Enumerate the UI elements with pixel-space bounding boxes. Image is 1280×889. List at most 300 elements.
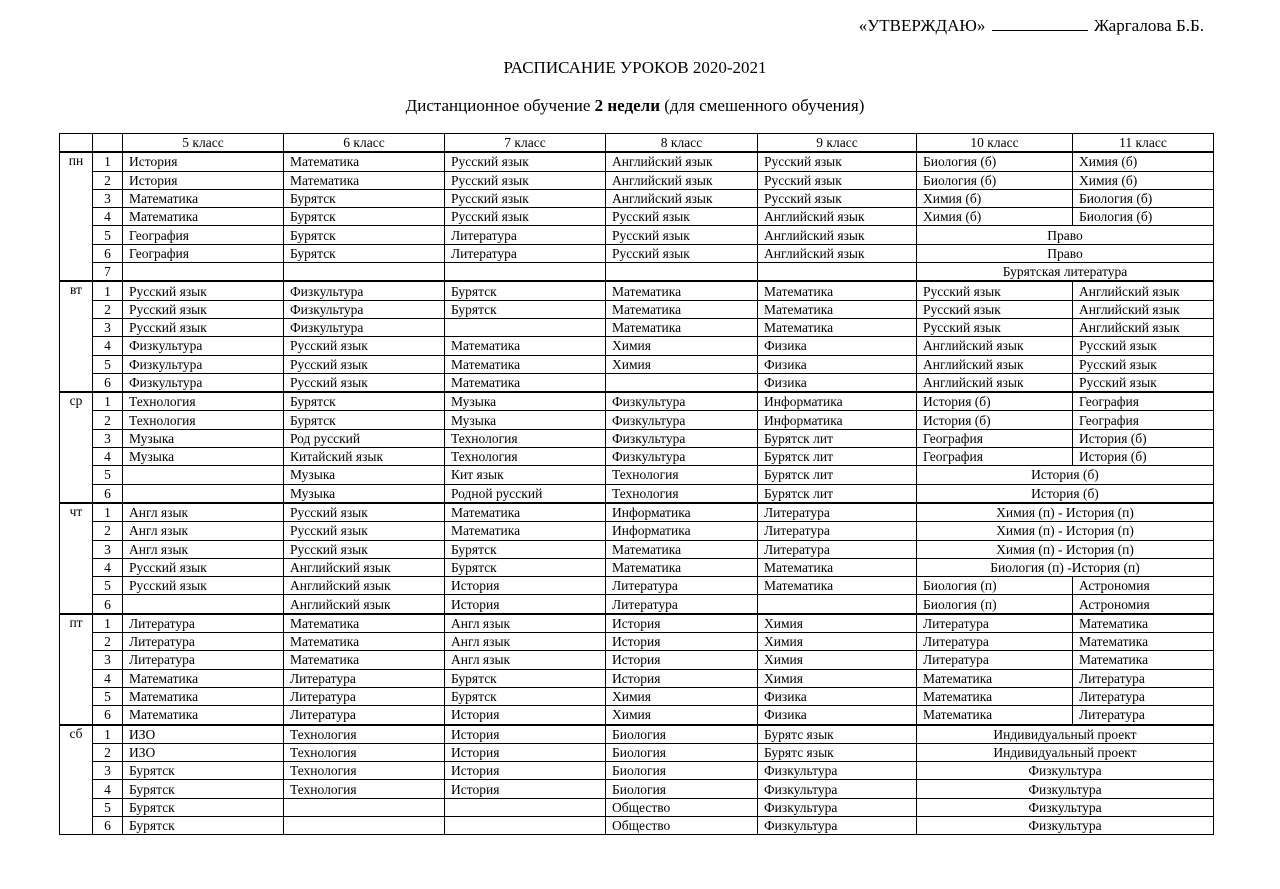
lesson-cell: Физкультура [284, 281, 445, 300]
lesson-cell: Музыка [123, 429, 284, 447]
lesson-cell: Бурятск [445, 540, 606, 558]
lesson-cell [284, 798, 445, 816]
lesson-cell: География [1073, 392, 1214, 411]
lesson-cell: Русский язык [123, 577, 284, 595]
header-row [60, 134, 1214, 153]
lesson-cell: География [123, 226, 284, 244]
lesson-cell: Физкультура [123, 373, 284, 392]
lesson-cell: Математика [123, 669, 284, 687]
lesson-row [60, 226, 1214, 244]
lesson-cell: Информатика [606, 522, 758, 540]
lesson-cell: История (б) [1073, 429, 1214, 447]
lesson-row [60, 706, 1214, 725]
lesson-cell: Химия (б) [917, 189, 1073, 207]
lesson-cell: География [1073, 411, 1214, 429]
lesson-cell: Русский язык [123, 281, 284, 300]
lesson-row [60, 244, 1214, 262]
lesson-cell: Родной русский [445, 484, 606, 503]
header-day-cell [60, 134, 93, 153]
lesson-cell: Физика [758, 337, 917, 355]
lesson-number: 2 [93, 633, 123, 651]
lesson-cell: Английский язык [606, 189, 758, 207]
lesson-cell: Литература [445, 226, 606, 244]
lesson-cell: История [445, 743, 606, 761]
lesson-number: 5 [93, 687, 123, 705]
approval-signer: Жаргалова Б.Б. [1093, 16, 1204, 35]
subtitle-prefix: Дистанционное обучение [405, 96, 595, 115]
lesson-cell: История (б) [1073, 448, 1214, 466]
lesson-cell: Русский язык [606, 226, 758, 244]
day-label: чт [60, 503, 93, 614]
merged-lesson-cell: Химия (п) - История (п) [917, 503, 1214, 522]
lesson-cell: Бурятск [284, 189, 445, 207]
lesson-cell: Биология (б) [917, 152, 1073, 171]
lesson-cell: Физкультура [123, 337, 284, 355]
lesson-cell: Физкультура [284, 300, 445, 318]
lesson-row [60, 484, 1214, 503]
lesson-cell: Русский язык [123, 300, 284, 318]
lesson-cell: Физкультура [284, 318, 445, 336]
lesson-cell: Физика [758, 687, 917, 705]
lesson-cell: Английский язык [284, 558, 445, 576]
lesson-cell: Математика [917, 687, 1073, 705]
lesson-cell: Биология [606, 725, 758, 744]
lesson-number: 5 [93, 226, 123, 244]
lesson-cell: Математика [606, 318, 758, 336]
lesson-cell: Технология [606, 466, 758, 484]
lesson-cell: Бурятск [123, 780, 284, 798]
lesson-cell: История [606, 633, 758, 651]
merged-lesson-cell: Право [917, 226, 1214, 244]
lesson-row [60, 208, 1214, 226]
lesson-cell: Математика [917, 706, 1073, 725]
lesson-cell: Математика [445, 373, 606, 392]
lesson-cell: Литература [284, 687, 445, 705]
lesson-row [60, 687, 1214, 705]
lesson-cell: Биология [606, 743, 758, 761]
lesson-number: 1 [93, 152, 123, 171]
lesson-cell: Бурятск лит [758, 448, 917, 466]
header-num-cell [93, 134, 123, 153]
lesson-cell: Английский язык [758, 226, 917, 244]
lesson-cell: Математика [123, 687, 284, 705]
lesson-cell: Математика [123, 189, 284, 207]
lesson-cell: Английский язык [917, 355, 1073, 373]
lesson-cell [445, 798, 606, 816]
lesson-row [60, 798, 1214, 816]
lesson-number: 4 [93, 669, 123, 687]
lesson-cell: Биология (п) [917, 595, 1073, 614]
merged-lesson-cell: Право [917, 244, 1214, 262]
lesson-number: 1 [93, 281, 123, 300]
lesson-cell: Бурятск [445, 687, 606, 705]
lesson-cell: Русский язык [284, 337, 445, 355]
lesson-cell: Технология [284, 780, 445, 798]
lesson-row [60, 392, 1214, 411]
lesson-number: 2 [93, 522, 123, 540]
schedule-table [59, 133, 1214, 835]
lesson-cell: Литература [606, 577, 758, 595]
lesson-cell: Бурятск [123, 798, 284, 816]
merged-lesson-cell: История (б) [917, 466, 1214, 484]
day-label: пт [60, 614, 93, 725]
lesson-cell: Технология [445, 429, 606, 447]
lesson-cell: Бурятск [445, 558, 606, 576]
lesson-cell: Бурятск [445, 300, 606, 318]
lesson-cell [123, 263, 284, 282]
lesson-row [60, 762, 1214, 780]
lesson-cell: Английский язык [284, 595, 445, 614]
lesson-cell: Математика [123, 208, 284, 226]
lesson-cell: Физкультура [758, 780, 917, 798]
lesson-cell: Бурятс язык [758, 725, 917, 744]
lesson-cell: Русский язык [284, 522, 445, 540]
lesson-row [60, 816, 1214, 834]
lesson-cell [606, 373, 758, 392]
lesson-cell: Литература [123, 614, 284, 633]
lesson-number: 3 [93, 189, 123, 207]
lesson-cell: Бурятск [445, 281, 606, 300]
lesson-cell: Музыка [445, 411, 606, 429]
signature-line [992, 16, 1088, 31]
lesson-cell: Технология [606, 484, 758, 503]
lesson-row [60, 595, 1214, 614]
lesson-cell: Бурятс язык [758, 743, 917, 761]
lesson-number: 2 [93, 411, 123, 429]
lesson-cell: Англ язык [445, 614, 606, 633]
lesson-cell: Русский язык [445, 189, 606, 207]
lesson-number: 2 [93, 171, 123, 189]
lesson-row [60, 448, 1214, 466]
lesson-number: 1 [93, 503, 123, 522]
lesson-cell: Биология (б) [1073, 189, 1214, 207]
lesson-number: 3 [93, 651, 123, 669]
lesson-cell: История (б) [917, 411, 1073, 429]
lesson-cell: Русский язык [284, 355, 445, 373]
lesson-row [60, 669, 1214, 687]
lesson-number: 5 [93, 355, 123, 373]
lesson-cell: Биология (б) [917, 171, 1073, 189]
merged-lesson-cell: Индивидуальный проект [917, 725, 1214, 744]
lesson-number: 1 [93, 392, 123, 411]
lesson-cell: История [445, 762, 606, 780]
merged-lesson-cell: Химия (п) - История (п) [917, 540, 1214, 558]
lesson-cell: Бурятск лит [758, 484, 917, 503]
lesson-cell: Русский язык [445, 171, 606, 189]
lesson-row [60, 429, 1214, 447]
lesson-cell: Технология [445, 448, 606, 466]
lesson-cell [758, 263, 917, 282]
lesson-row [60, 171, 1214, 189]
lesson-cell: Математика [606, 540, 758, 558]
lesson-number: 3 [93, 762, 123, 780]
lesson-cell: История [606, 651, 758, 669]
lesson-number: 4 [93, 780, 123, 798]
lesson-cell: Биология (п) [917, 577, 1073, 595]
lesson-number: 6 [93, 484, 123, 503]
lesson-cell: Математика [1073, 651, 1214, 669]
lesson-cell [445, 263, 606, 282]
lesson-row [60, 780, 1214, 798]
lesson-number: 3 [93, 540, 123, 558]
lesson-cell: Русский язык [758, 171, 917, 189]
lesson-cell: Математика [284, 152, 445, 171]
lesson-cell [445, 816, 606, 834]
lesson-cell: Литература [123, 633, 284, 651]
lesson-row [60, 558, 1214, 576]
day-label: пн [60, 152, 93, 281]
lesson-cell: История [445, 780, 606, 798]
lesson-cell: Род русский [284, 429, 445, 447]
merged-lesson-cell: История (б) [917, 484, 1214, 503]
lesson-cell: Математика [284, 651, 445, 669]
lesson-number: 4 [93, 337, 123, 355]
lesson-cell: Математика [445, 522, 606, 540]
lesson-cell: Математика [606, 281, 758, 300]
lesson-row [60, 355, 1214, 373]
lesson-cell: Английский язык [917, 337, 1073, 355]
lesson-number: 4 [93, 448, 123, 466]
lesson-cell: Математика [445, 503, 606, 522]
lesson-cell: Математика [917, 669, 1073, 687]
lesson-cell: Русский язык [1073, 373, 1214, 392]
lesson-cell: Общество [606, 798, 758, 816]
lesson-cell: Русский язык [917, 300, 1073, 318]
lesson-cell: Информатика [758, 411, 917, 429]
lesson-cell: Русский язык [1073, 355, 1214, 373]
lesson-number: 5 [93, 577, 123, 595]
merged-lesson-cell: Физкультура [917, 816, 1214, 834]
lesson-cell: ИЗО [123, 725, 284, 744]
lesson-cell: Химия [758, 633, 917, 651]
subtitle-suffix: (для смешенного обучения) [659, 96, 865, 115]
lesson-cell: Англ язык [123, 503, 284, 522]
lesson-cell: Литература [1073, 706, 1214, 725]
lesson-cell: Русский язык [606, 244, 758, 262]
lesson-number: 2 [93, 743, 123, 761]
lesson-cell: Литература [758, 540, 917, 558]
lesson-cell: Русский язык [758, 152, 917, 171]
lesson-cell: Математика [758, 281, 917, 300]
merged-lesson-cell: Индивидуальный проект [917, 743, 1214, 761]
lesson-number: 6 [93, 244, 123, 262]
lesson-cell: Физика [758, 355, 917, 373]
lesson-number: 4 [93, 208, 123, 226]
lesson-cell: Литература [606, 595, 758, 614]
lesson-cell: Биология [606, 780, 758, 798]
lesson-cell: Математика [758, 318, 917, 336]
lesson-cell: Математика [1073, 633, 1214, 651]
lesson-cell: Технология [284, 743, 445, 761]
day-label: сб [60, 725, 93, 835]
column-header: 6 класс [284, 134, 445, 153]
lesson-cell: Англ язык [445, 651, 606, 669]
lesson-cell: Литература [123, 651, 284, 669]
lesson-number: 6 [93, 373, 123, 392]
lesson-cell: Бурятск лит [758, 466, 917, 484]
lesson-number: 6 [93, 595, 123, 614]
lesson-cell: Английский язык [917, 373, 1073, 392]
lesson-cell: Астрономия [1073, 595, 1214, 614]
lesson-cell: Бурятск лит [758, 429, 917, 447]
lesson-cell: Технология [123, 392, 284, 411]
lesson-cell: Музыка [284, 466, 445, 484]
lesson-row [60, 152, 1214, 171]
lesson-cell [445, 318, 606, 336]
lesson-number: 1 [93, 725, 123, 744]
lesson-cell: Технология [123, 411, 284, 429]
lesson-cell: История [606, 614, 758, 633]
lesson-number: 3 [93, 429, 123, 447]
lesson-number: 5 [93, 466, 123, 484]
lesson-cell: Литература [1073, 687, 1214, 705]
lesson-cell: Математика [123, 706, 284, 725]
lesson-row [60, 300, 1214, 318]
lesson-cell: Математика [445, 355, 606, 373]
lesson-cell: Физкультура [606, 411, 758, 429]
merged-lesson-cell: Физкультура [917, 762, 1214, 780]
lesson-cell: Химия [758, 614, 917, 633]
lesson-cell: Русский язык [917, 318, 1073, 336]
lesson-row [60, 373, 1214, 392]
lesson-cell: Бурятск [284, 226, 445, 244]
lesson-cell: Бурятск [284, 392, 445, 411]
lesson-row [60, 577, 1214, 595]
lesson-cell: Музыка [445, 392, 606, 411]
lesson-cell: История [445, 595, 606, 614]
lesson-cell [606, 263, 758, 282]
lesson-cell: Математика [606, 558, 758, 576]
lesson-cell: История [445, 577, 606, 595]
lesson-number: 2 [93, 300, 123, 318]
lesson-cell: Физкультура [123, 355, 284, 373]
lesson-cell: География [123, 244, 284, 262]
lesson-cell: История [123, 152, 284, 171]
lesson-cell: Англ язык [445, 633, 606, 651]
merged-lesson-cell: Физкультура [917, 780, 1214, 798]
day-label: ср [60, 392, 93, 503]
column-header: 9 класс [758, 134, 917, 153]
lesson-row [60, 540, 1214, 558]
lesson-cell: Химия (б) [917, 208, 1073, 226]
lesson-row [60, 651, 1214, 669]
approval-line [859, 16, 1204, 36]
lesson-cell: Физкультура [758, 762, 917, 780]
lesson-number: 1 [93, 614, 123, 633]
lesson-cell: Математика [758, 577, 917, 595]
lesson-cell: Бурятск [284, 244, 445, 262]
lesson-cell: География [917, 448, 1073, 466]
lesson-cell: Русский язык [123, 558, 284, 576]
lesson-cell: Биология (б) [1073, 208, 1214, 226]
lesson-cell: Литература [917, 651, 1073, 669]
lesson-cell: Английский язык [1073, 281, 1214, 300]
lesson-cell: История [123, 171, 284, 189]
lesson-cell [284, 816, 445, 834]
lesson-cell: Технология [284, 762, 445, 780]
lesson-cell: Бурятск [284, 411, 445, 429]
lesson-cell: Русский язык [445, 208, 606, 226]
lesson-cell: Физкультура [606, 448, 758, 466]
lesson-cell: Русский язык [284, 503, 445, 522]
day-label: вт [60, 281, 93, 392]
lesson-row [60, 263, 1214, 282]
merged-lesson-cell: Физкультура [917, 798, 1214, 816]
lesson-cell: Английский язык [606, 171, 758, 189]
lesson-cell: Музыка [123, 448, 284, 466]
lesson-cell: Химия [606, 337, 758, 355]
lesson-cell: География [917, 429, 1073, 447]
lesson-cell: Английский язык [284, 577, 445, 595]
lesson-cell: Физкультура [758, 798, 917, 816]
approval-label: «УТВЕРЖДАЮ» [858, 16, 986, 35]
lesson-cell: Физкультура [758, 816, 917, 834]
lesson-cell: Русский язык [284, 373, 445, 392]
lesson-cell: Английский язык [1073, 300, 1214, 318]
lesson-cell: Математика [284, 633, 445, 651]
lesson-number: 7 [93, 263, 123, 282]
lesson-cell: Бурятск [284, 208, 445, 226]
lesson-cell: Русский язык [284, 540, 445, 558]
lesson-row [60, 189, 1214, 207]
lesson-cell: История (б) [917, 392, 1073, 411]
lesson-cell: Математика [758, 300, 917, 318]
lesson-number: 6 [93, 706, 123, 725]
lesson-cell: Русский язык [123, 318, 284, 336]
lesson-cell: Китайский язык [284, 448, 445, 466]
lesson-cell: Математика [606, 300, 758, 318]
lesson-cell: Физика [758, 373, 917, 392]
lesson-cell: Химия [606, 687, 758, 705]
merged-lesson-cell: Биология (п) -История (п) [917, 558, 1214, 576]
lesson-cell: Русский язык [758, 189, 917, 207]
lesson-cell: Химия [606, 706, 758, 725]
lesson-row [60, 743, 1214, 761]
lesson-cell: Химия (б) [1073, 171, 1214, 189]
lesson-cell [123, 595, 284, 614]
lesson-cell [758, 595, 917, 614]
column-header: 11 класс [1073, 134, 1214, 153]
lesson-cell: Англ язык [123, 522, 284, 540]
lesson-cell: Математика [284, 614, 445, 633]
document-subtitle [0, 96, 1270, 116]
lesson-cell: Химия [758, 669, 917, 687]
lesson-cell: Физкультура [606, 429, 758, 447]
lesson-cell: Физкультура [606, 392, 758, 411]
lesson-cell: Бурятск [445, 669, 606, 687]
lesson-cell: ИЗО [123, 743, 284, 761]
lesson-row [60, 411, 1214, 429]
lesson-cell: История [445, 706, 606, 725]
lesson-cell: Литература [758, 522, 917, 540]
lesson-cell: Литература [284, 706, 445, 725]
lesson-cell: Английский язык [758, 244, 917, 262]
lesson-cell: Информатика [758, 392, 917, 411]
lesson-cell: История [445, 725, 606, 744]
lesson-cell: Математика [1073, 614, 1214, 633]
lesson-cell: Биология [606, 762, 758, 780]
lesson-row [60, 466, 1214, 484]
lesson-number: 6 [93, 816, 123, 834]
lesson-cell: История [606, 669, 758, 687]
lesson-cell: Бурятск [123, 816, 284, 834]
subtitle-bold: 2 недели [594, 96, 660, 115]
lesson-row [60, 633, 1214, 651]
lesson-cell: Литература [1073, 669, 1214, 687]
lesson-cell: Бурятск [123, 762, 284, 780]
lesson-number: 4 [93, 558, 123, 576]
lesson-cell: Русский язык [917, 281, 1073, 300]
